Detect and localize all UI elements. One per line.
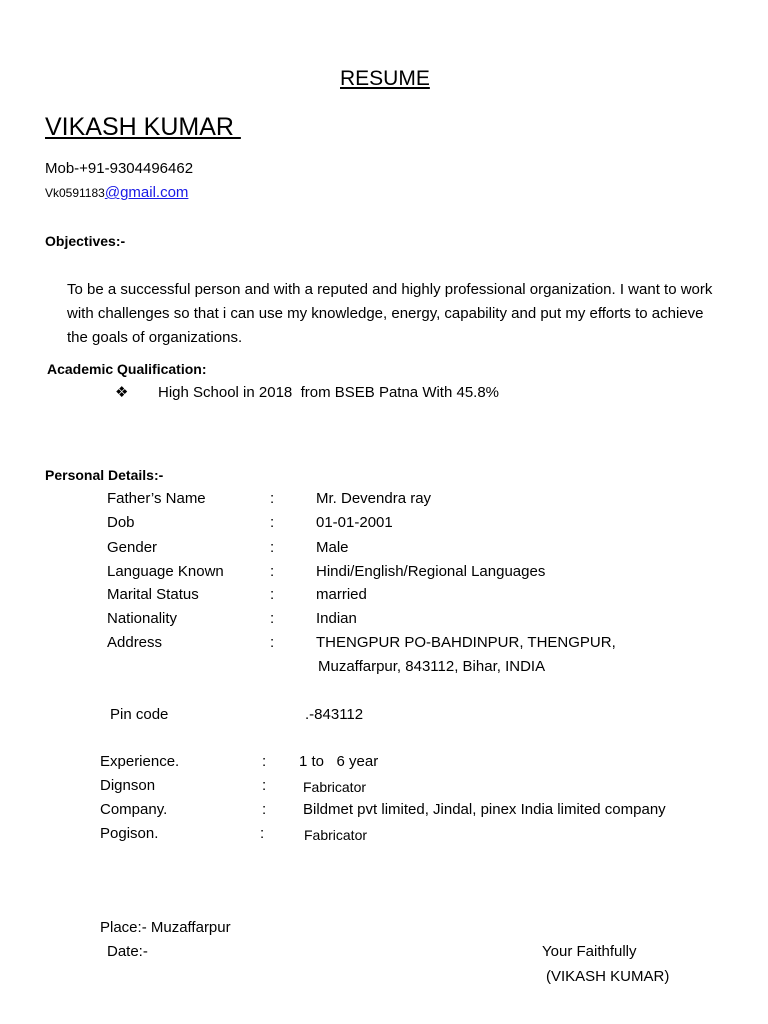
experience-value: Bildmet pvt limited, Jindal, pinex India limited company xyxy=(303,801,666,818)
detail-separator: : xyxy=(270,490,275,507)
detail-label: Address xyxy=(107,634,163,651)
experience-separator: : xyxy=(262,753,267,770)
pin-label: Pin code xyxy=(110,706,169,723)
academic-heading: Academic Qualification: xyxy=(47,361,207,377)
detail-value: 01-01-2001 xyxy=(316,514,393,531)
experience-value: Fabricator xyxy=(304,827,368,843)
experience-separator: : xyxy=(262,777,267,794)
signature-name: (VIKASH KUMAR) xyxy=(546,968,670,985)
experience-separator: : xyxy=(260,825,265,842)
email-user: Vk0591183 xyxy=(45,186,105,200)
mobile-number: Mob-+91-9304496462 xyxy=(45,160,194,177)
detail-label: Nationality xyxy=(107,610,178,627)
detail-label: Father’s Name xyxy=(107,490,206,507)
detail-separator: : xyxy=(270,563,275,580)
detail-label: Dob xyxy=(107,514,135,531)
detail-value: THENGPUR PO-BAHDINPUR, THENGPUR, xyxy=(316,634,616,651)
experience-value: 1 to 6 year xyxy=(299,753,379,770)
detail-value: Male xyxy=(316,539,349,556)
detail-value: Hindi/English/Regional Languages xyxy=(316,563,546,580)
objectives-heading: Objectives:- xyxy=(45,233,126,249)
detail-value: Mr. Devendra ray xyxy=(316,490,432,507)
experience-label: Experience. xyxy=(100,753,180,770)
detail-separator: : xyxy=(270,539,275,556)
detail-label: Language Known xyxy=(107,563,224,580)
detail-separator: : xyxy=(270,610,275,627)
detail-value-continued: Muzaffarpur, 843112, Bihar, INDIA xyxy=(318,658,546,675)
detail-value: Indian xyxy=(316,610,357,627)
email-line xyxy=(45,182,188,204)
bullet-icon: ❖ xyxy=(115,384,129,401)
place-line: Place:- Muzaffarpur xyxy=(100,919,231,936)
personal-heading: Personal Details:- xyxy=(45,467,164,483)
pin-value: .-843112 xyxy=(305,706,364,723)
detail-label: Gender xyxy=(107,539,158,556)
detail-label: Marital Status xyxy=(107,586,199,603)
experience-label: Pogison. xyxy=(100,825,159,842)
experience-separator: : xyxy=(262,801,267,818)
detail-separator: : xyxy=(270,514,275,531)
detail-separator: : xyxy=(270,586,275,603)
experience-label: Company. xyxy=(100,801,168,818)
date-line: Date:- xyxy=(107,943,148,960)
objectives-text: To be a successful person and with a reputed and highly professional organization. I want to work with challenges so that i can use my knowledge, energy, capability and put my efforts to achieve the goals of organizations. xyxy=(67,281,713,346)
closing-line: Your Faithfully xyxy=(542,943,637,960)
experience-label: Dignson xyxy=(100,777,156,794)
page-title: RESUME xyxy=(340,67,430,90)
candidate-name: VIKASH KUMAR xyxy=(45,113,241,141)
email-link[interactable]: @gmail.com xyxy=(104,184,189,201)
experience-value: Fabricator xyxy=(303,779,367,795)
academic-item: High School in 2018 from BSEB Patna With 45.8% xyxy=(158,384,500,401)
detail-value: married xyxy=(316,586,367,603)
detail-separator: : xyxy=(270,634,275,651)
